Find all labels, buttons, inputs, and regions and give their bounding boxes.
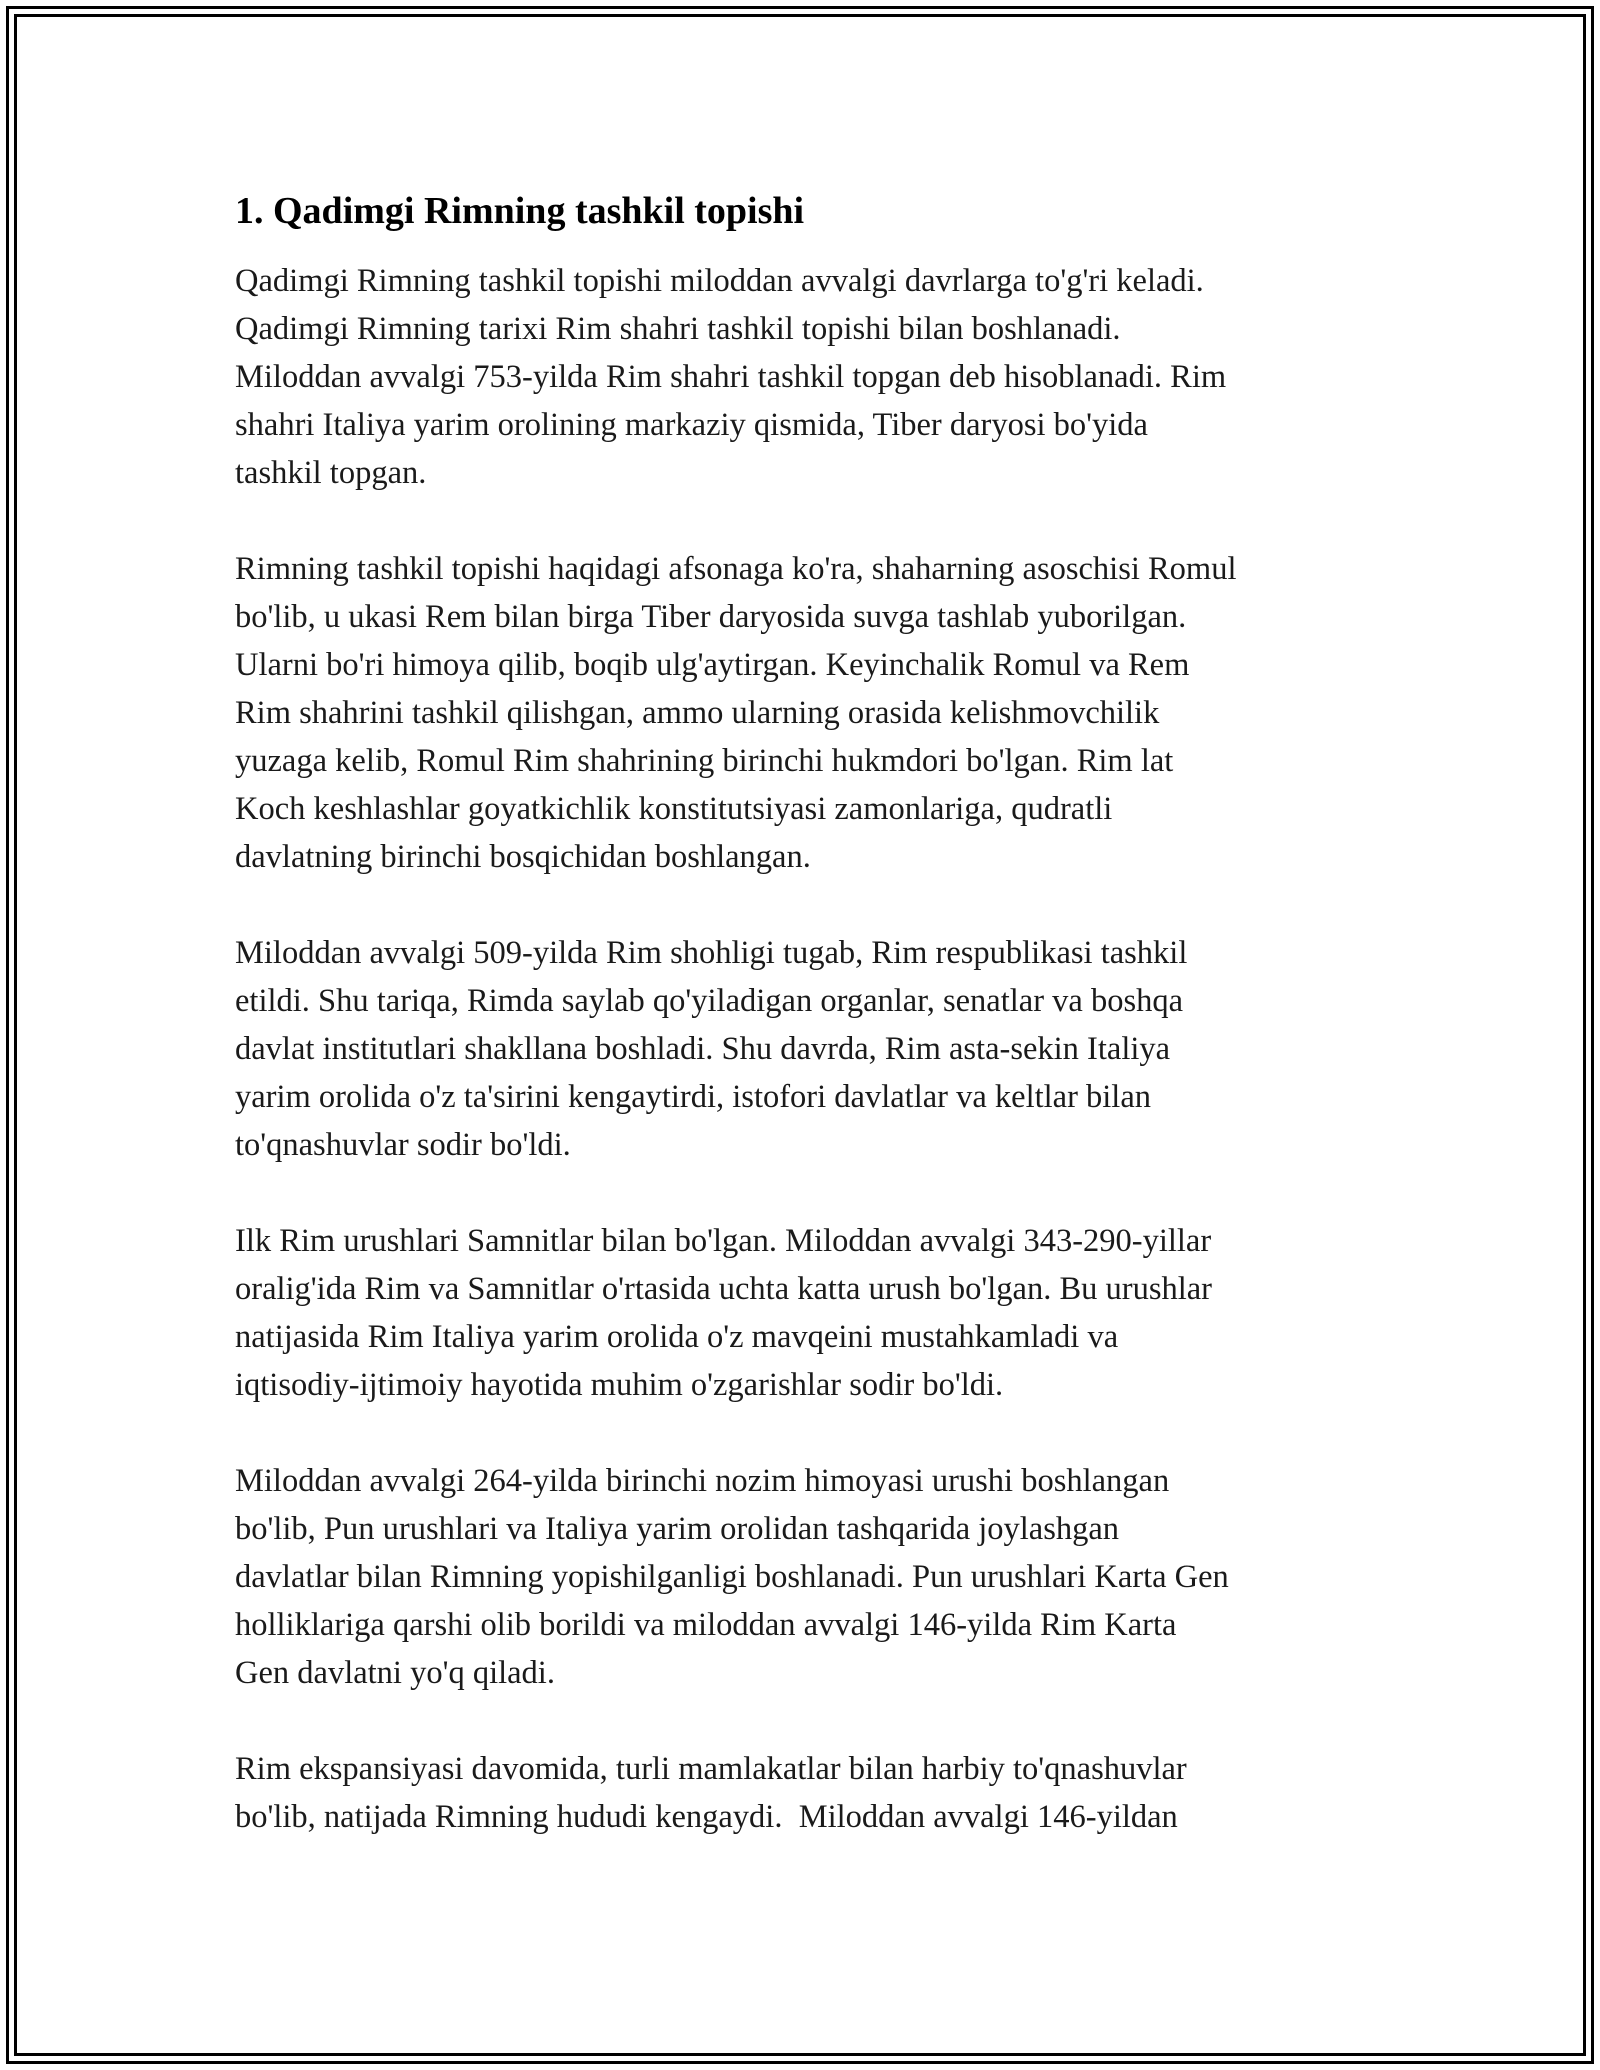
paragraph-6 bbox=[235, 1745, 1375, 1841]
text-line: yuzaga kelib, Romul Rim shahrining birinchi hukmdori bo'lgan. Rim lat bbox=[235, 743, 1174, 779]
text-line: to'qnashuvlar sodir bo'ldi. bbox=[235, 1127, 571, 1163]
text-line: etildi. Shu tariqa, Rimda saylab qo'yiladigan organlar, senatlar va boshqa bbox=[235, 983, 1184, 1019]
text-line: Ularni bo'ri himoya qilib, boqib ulg'aytirgan. Keyinchalik Romul va Rem bbox=[235, 647, 1190, 683]
text-line: Qadimgi Rimning tarixi Rim shahri tashkil topishi bilan boshlanadi. bbox=[235, 311, 1121, 347]
text-line: davlatlar bilan Rimning yopishilganligi boshlanadi. Pun urushlari Karta Gen bbox=[235, 1559, 1229, 1595]
text-line: holliklariga qarshi olib borildi va miloddan avvalgi 146-yilda Rim Karta bbox=[235, 1607, 1177, 1643]
text-line: Rim shahrini tashkil qilishgan, ammo ularning orasida kelishmovchilik bbox=[235, 695, 1160, 731]
text-line: Ilk Rim urushlari Samnitlar bilan bo'lgan. Miloddan avvalgi 343-290-yillar bbox=[235, 1223, 1212, 1259]
text-line: Miloddan avvalgi 753-yilda Rim shahri tashkil topgan deb hisoblanadi. Rim bbox=[235, 359, 1227, 395]
text-line: Qadimgi Rimning tashkil topishi miloddan avvalgi davrlarga to'g'ri keladi. bbox=[235, 263, 1204, 299]
text-line: shahri Italiya yarim orolining markaziy qismida, Tiber daryosi bo'yida bbox=[235, 407, 1148, 443]
text-line: Rimning tashkil topishi haqidagi afsonaga ko'ra, shaharning asoschisi Romul bbox=[235, 551, 1237, 587]
text-line: oralig'ida Rim va Samnitlar o'rtasida uchta katta urush bo'lgan. Bu urushlar bbox=[235, 1271, 1212, 1307]
text-line: natijasida Rim Italiya yarim orolida o'z mavqeini mustahkamladi va bbox=[235, 1319, 1119, 1355]
document-body bbox=[235, 185, 1375, 1889]
text-line: bo'lib, u ukasi Rem bilan birga Tiber daryosida suvga tashlab yuborilgan. bbox=[235, 599, 1187, 635]
text-line: Rim ekspansiyasi davomida, turli mamlakatlar bilan harbiy to'qnashuvlar bbox=[235, 1751, 1187, 1787]
text-line: Miloddan avvalgi 509-yilda Rim shohligi tugab, Rim respublikasi tashkil bbox=[235, 935, 1188, 971]
text-line: davlat institutlari shakllana boshladi. Shu davrda, Rim asta-sekin Italiya bbox=[235, 1031, 1171, 1067]
section-heading: 1. Qadimgi Rimning tashkil topishi bbox=[235, 190, 805, 232]
text-line: davlatning birinchi bosqichidan boshlangan. bbox=[235, 839, 811, 875]
text-line: Gen davlatni yo'q qiladi. bbox=[235, 1655, 555, 1691]
paragraph-4 bbox=[235, 1217, 1375, 1409]
text-line: iqtisodiy-ijtimoiy hayotida muhim o'zgarishlar sodir bo'ldi. bbox=[235, 1367, 1004, 1403]
text-line: Miloddan avvalgi 264-yilda birinchi nozim himoyasi urushi boshlangan bbox=[235, 1463, 1170, 1499]
text-line: yarim orolida o'z ta'sirini kengaytirdi, istofori davlatlar va keltlar bilan bbox=[235, 1079, 1152, 1115]
paragraph-3 bbox=[235, 929, 1375, 1169]
paragraph-5 bbox=[235, 1457, 1375, 1697]
paragraph-1 bbox=[235, 257, 1375, 497]
paragraph-2 bbox=[235, 545, 1375, 881]
text-line: tashkil topgan. bbox=[235, 455, 427, 491]
text-line: Koch keshlashlar goyatkichlik konstitutsiyasi zamonlariga, qudratli bbox=[235, 791, 1113, 827]
text-line: bo'lib, natijada Rimning hududi kengaydi. Miloddan avvalgi 146-yildan bbox=[235, 1799, 1178, 1835]
text-line: bo'lib, Pun urushlari va Italiya yarim orolidan tashqarida joylashgan bbox=[235, 1511, 1120, 1547]
